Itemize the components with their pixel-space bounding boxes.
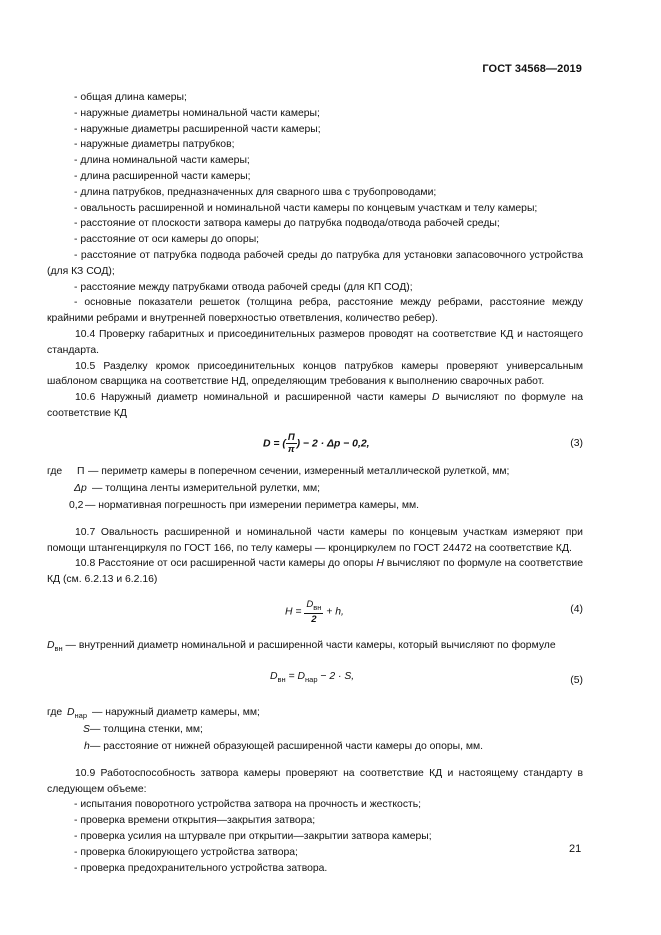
where-row: где П — периметр камеры в поперечном сечении, измеренный металлической рулеткой, мм; — [47, 465, 510, 477]
list-item: - овальность расширенной и номинальной части камеры по концевым участкам и телу камеры; — [74, 202, 538, 214]
where-row: где $D_{нар}$ — наружный диаметр камеры, мм; — [47, 706, 260, 720]
list-item: - проверка блокирующего устройства затвора; — [74, 846, 298, 858]
inspection-list — [47, 90, 583, 327]
list-item: - проверка предохранительного устройства затвора. — [74, 862, 328, 874]
formula-number: (4) — [570, 603, 583, 615]
list-item: - длина номинальной части камеры; — [74, 155, 250, 167]
paragraph-10-5: 10.5 Разделку кромок присоединительных концов патрубков камеры проверяют универсальным шаблоном сварщика на соответствие НД, определяющим требования к выполнению сварочных работ. — [47, 360, 583, 388]
list-item: - наружные диаметры расширенной части камеры; — [74, 123, 321, 135]
list-item: - общая длина камеры; — [74, 92, 187, 103]
list-item: - длина патрубков, предназначенных для сварного шва с трубопроводами; — [74, 186, 437, 198]
list-item: - расстояние между патрубками отвода рабочей среды (для КП СОД); — [74, 281, 413, 293]
formula-4: H = $D_{вн}$ 2 + h, (4) — [285, 598, 583, 625]
formula-5: $D_{вн} = D_{нар} - 2 \cdot S$, (5) — [47, 667, 583, 695]
paragraph-10-4: 10.4 Проверку габаритных и присоединительных размеров проводят на соответствие КД и настоящего стандарта. — [47, 328, 583, 356]
where-block-3 — [47, 464, 583, 515]
page-content — [47, 90, 583, 876]
list-item: - расстояние от патрубка подвода рабочей среды до патрубка для установки запасовочного устройства (для КЗ СОД); — [47, 249, 583, 277]
list-item: - расстояние от плоскости затвора камеры до патрубка подвода/отвода рабочей среды; — [74, 218, 500, 230]
where-row: Δp — толщина ленты измерительной рулетки, мм; — [74, 482, 320, 494]
list-item: - испытания поворотного устройства затвора на прочность и жесткость; — [74, 799, 422, 811]
dvn-definition: $D_{вн}$ — внутренний диаметр номинальной и расширенной части камеры, который вычисляют по формуле — [47, 639, 556, 653]
list-item: - наружные диаметры номинальной части камеры; — [74, 107, 320, 119]
where-row: S — толщина стенки, мм; — [83, 723, 203, 735]
list-item: - основные показатели решеток (толщина ребра, расстояние между ребрами, расстояние между крайними ребрами и внутренней поверхностью ответвления, количество ребер). — [47, 297, 583, 325]
formula-number: (3) — [570, 437, 583, 449]
where-row: 0,2 — нормативная погрешность при измерении периметра камеры, мм. — [69, 499, 420, 511]
list-item: - расстояние от оси камеры до опоры; — [74, 234, 260, 246]
where-row: h — расстояние от нижней образующей расширенной части камеры до опоры, мм. — [84, 740, 484, 752]
list-item: - наружные диаметры патрубков; — [74, 139, 235, 151]
formula-number: (5) — [570, 674, 583, 686]
list-item: - проверка времени открытия—закрытия затвора; — [74, 815, 316, 827]
where-block-5 — [47, 705, 583, 756]
paragraph-10-6: 10.6 Наружный диаметр номинальной и расширенной части камеры D вычисляют по формуле на соответствие КД — [47, 392, 583, 419]
page-number: 21 — [569, 843, 582, 855]
list-item: - длина расширенной части камеры; — [74, 170, 251, 182]
formula-3: D = ( П π ) − 2 · Δp − 0,2, (3) — [263, 431, 583, 455]
list-item: - проверка усилия на штурвале при открытии—закрытии затвора камеры; — [74, 830, 432, 842]
valve-check-list — [47, 797, 583, 876]
paragraph-10-8: 10.8 Расстояние от оси расширенной части камеры до опоры H вычисляют по формуле на соответствие КД (см. 6.2.13 и 6.2.16) — [47, 558, 583, 586]
paragraph-10-7: 10.7 Овальность расширенной и номинальной части камеры по концевым участкам измеряют при помощи штангенциркуля по ГОСТ 166, по телу камеры — кронциркулем по ГОСТ 24472 на соответствие КД. — [47, 526, 583, 554]
page-header-standard: ГОСТ 34568—2019 — [482, 63, 582, 75]
paragraph-10-9: 10.9 Работоспособность затвора камеры проверяют на соответствие КД и настоящему стандарту в следующем объеме: — [47, 767, 583, 795]
